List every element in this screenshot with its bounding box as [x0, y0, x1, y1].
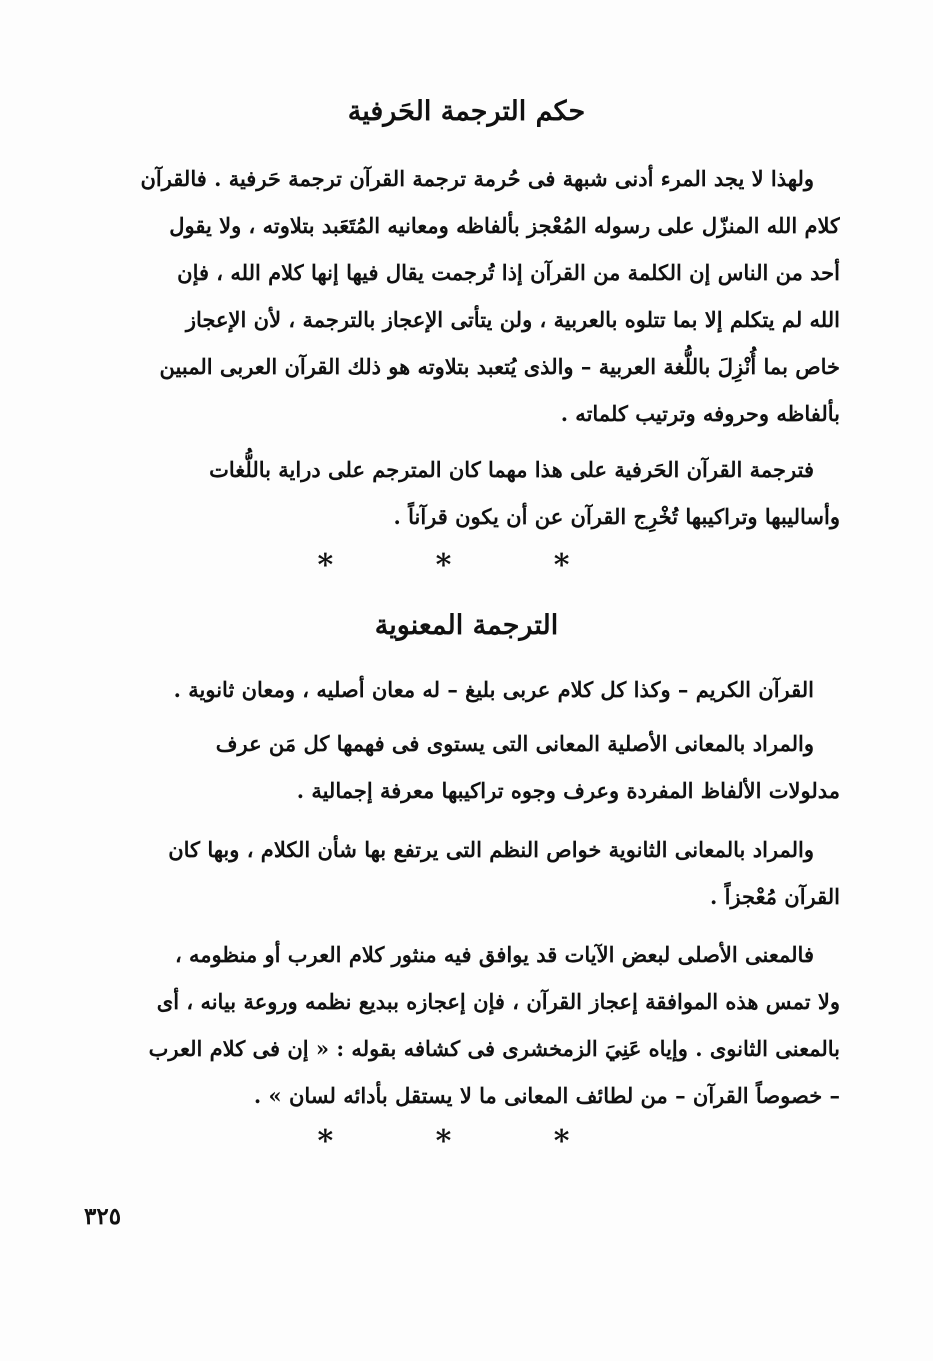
- text-line: ولا تمس هذه الموافقة إعجاز القرآن ، فإن إعجازه ببديع نظمه وروعة بيانه ، أى: [156, 989, 840, 1014]
- paragraph: [124, 666, 840, 713]
- paragraph: [124, 826, 840, 920]
- text-line: والمراد بالمعانى الثانوية خواص النظم التى يرتفع بها شأن الكلام ، وبها كان: [168, 837, 814, 862]
- text-line: الله لم يتكلم إلا بما تتلوه بالعربية ، ولن يتأتى الإعجاز بالترجمة ، لأن الإعجاز: [185, 307, 840, 332]
- text-line: كلام الله المنزّل على رسوله المُعْجز بألفاظه ومعانيه المُتَعَبد بتلاوته ، ولا يقول: [169, 213, 840, 238]
- paragraph: [124, 720, 840, 814]
- text-line: وأساليبها وتراكيبها تُخْرِج القرآن عن أن يكون قرآناً .: [393, 504, 840, 529]
- text-line: بالمعنى الثانوى . وإياه عَنِيَ الزمخشرى فى كشافه بقوله : « إن فى كلام العرب: [148, 1036, 840, 1061]
- text-line: القرآن مُعْجزاً .: [710, 884, 840, 909]
- text-line: والمراد بالمعانى الأصلية المعانى التى يستوى فى فهمها كل مَن عرف: [215, 731, 814, 756]
- section-separator: * * *: [317, 1124, 616, 1159]
- text-line: فالمعنى الأصلى لبعض الآيات قد يوافق فيه منثور كلام العرب أو منظومه ،: [174, 942, 814, 967]
- section-title-semantic-translation: الترجمة المعنوية: [374, 610, 559, 641]
- text-line: بألفاظه وحروفه وترتيب كلماته .: [560, 401, 840, 426]
- text-line: مدلولات الألفاظ المفردة وعرف وجوه تراكيبها معرفة إجمالية .: [296, 778, 840, 803]
- paragraph: [124, 931, 840, 1119]
- section-separator: * * *: [317, 548, 616, 583]
- text-line: ولهذا لا يجد المرء أدنى شبهة فى حُرمة ترجمة القرآن ترجمة حَرفية . فالقرآن: [140, 166, 814, 191]
- section-title-literal-translation: حكم الترجمة الحَرفية: [347, 96, 586, 127]
- paragraph: [124, 155, 840, 437]
- text-line: القرآن الكريم – وكذا كل كلام عربى بليغ – له معان أصليه ، ومعان ثانوية .: [173, 677, 814, 702]
- text-line: فترجمة القرآن الحَرفية على هذا مهما كان المترجم على دراية باللُّغات: [209, 457, 814, 482]
- paragraph: [124, 446, 840, 540]
- text-line: أحد من الناس إن الكلمة من القرآن إذا تُرجمت يقال فيها إنها كلام الله ، فإن: [177, 260, 840, 285]
- page-number: ٣٢٥: [84, 1203, 122, 1230]
- text-line: خاص بما أُنْزِلَ باللُّغة العربية – والذى يُتعبد بتلاوته هو ذلك القرآن العربى المبين: [159, 354, 840, 379]
- text-line: – خصوصاً القرآن – من لطائف المعانى ما لا يستقل بأدائه لسان » .: [253, 1083, 840, 1108]
